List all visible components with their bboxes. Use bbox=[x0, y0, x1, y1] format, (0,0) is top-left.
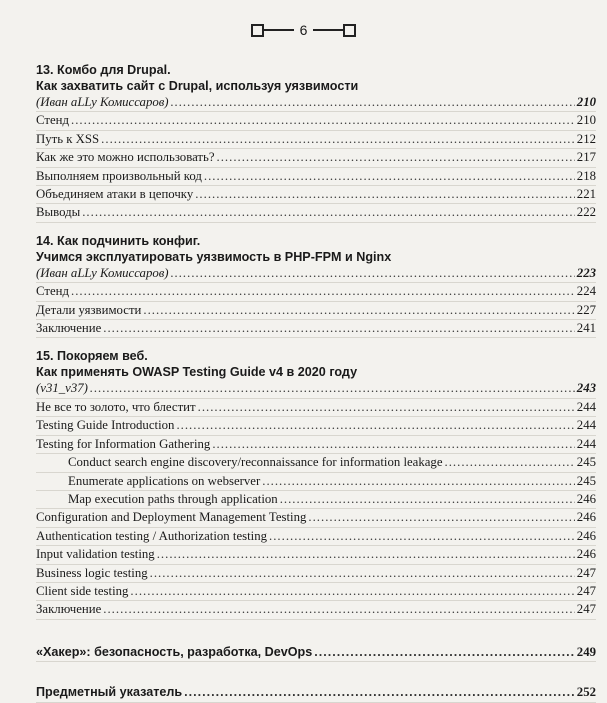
table-of-contents bbox=[36, 62, 596, 703]
section-subtitle: Учимся эксплуатировать уязвимость в PHP-FPM и Nginx bbox=[36, 249, 392, 264]
toc-entry[interactable] bbox=[36, 399, 596, 417]
toc-entry[interactable] bbox=[36, 131, 596, 149]
toc-entry[interactable] bbox=[36, 149, 596, 167]
entry-text: Предметный указатель bbox=[36, 685, 183, 700]
toc-subentry[interactable] bbox=[36, 454, 596, 472]
dot-leader bbox=[71, 283, 575, 300]
page-ref: 246 bbox=[576, 491, 596, 506]
dot-leader bbox=[262, 473, 575, 490]
page-ref: 247 bbox=[576, 565, 596, 580]
entry-text: Стенд bbox=[36, 284, 69, 299]
page-ref: 247 bbox=[576, 583, 596, 598]
entry-text: Configuration and Deployment Management Testing bbox=[36, 510, 307, 525]
dot-leader bbox=[150, 565, 575, 582]
dot-leader bbox=[171, 94, 575, 111]
page-ref: 222 bbox=[576, 205, 596, 220]
dot-leader bbox=[71, 112, 575, 129]
toc-entry[interactable] bbox=[36, 112, 596, 130]
dot-leader bbox=[82, 204, 575, 221]
toc-subentry[interactable] bbox=[36, 491, 596, 509]
section-title: 14. Как подчинить конфиг. bbox=[36, 233, 201, 248]
page-ref: 244 bbox=[576, 418, 596, 433]
toc-entry[interactable] bbox=[36, 417, 596, 435]
entry-text: Заключение bbox=[36, 321, 102, 336]
dot-leader bbox=[198, 399, 575, 416]
dot-leader bbox=[101, 131, 575, 148]
author-text: (Иван aLLy Комиссаров) bbox=[36, 265, 169, 280]
header-left-box bbox=[251, 24, 264, 37]
entry-text: Стенд bbox=[36, 113, 69, 128]
page-ref: 223 bbox=[576, 265, 596, 280]
page-ref: 210 bbox=[576, 113, 596, 128]
toc-subentry[interactable] bbox=[36, 473, 596, 491]
entry-text: Не все то золото, что блестит bbox=[36, 399, 196, 414]
author-text: (Иван aLLy Комиссаров) bbox=[36, 95, 169, 109]
section-title: 13. Комбо для Drupal. bbox=[36, 63, 171, 77]
spacer bbox=[36, 662, 596, 684]
entry-text: Map execution paths through application bbox=[68, 491, 278, 506]
dot-leader bbox=[103, 601, 575, 618]
entry-text: Объединяем атаки в цепочку bbox=[36, 187, 194, 202]
entry-text: Детали уязвимости bbox=[36, 302, 142, 317]
toc-entry-xakep[interactable] bbox=[36, 644, 596, 662]
dot-leader bbox=[184, 684, 575, 701]
dot-leader bbox=[217, 149, 575, 166]
page-ref: 224 bbox=[576, 284, 596, 299]
toc-entry-index[interactable] bbox=[36, 684, 596, 702]
page-number: 6 bbox=[299, 22, 308, 38]
entry-text: Enumerate applications on webserver bbox=[68, 473, 261, 488]
toc-entry[interactable] bbox=[36, 436, 596, 454]
dot-leader bbox=[280, 491, 575, 508]
page-ref: 247 bbox=[576, 602, 596, 617]
entry-text: Business logic testing bbox=[36, 565, 148, 580]
toc-entry[interactable] bbox=[36, 583, 596, 601]
header-right-line bbox=[313, 29, 343, 31]
toc-section-14 bbox=[36, 233, 596, 339]
entry-text: Заключение bbox=[36, 602, 102, 617]
page-ref: 218 bbox=[576, 168, 596, 183]
header-left-line bbox=[264, 29, 294, 31]
toc-author-row[interactable] bbox=[36, 380, 596, 398]
toc-author-row[interactable] bbox=[36, 94, 596, 112]
toc-entry[interactable] bbox=[36, 528, 596, 546]
dot-leader bbox=[176, 417, 574, 434]
dot-leader bbox=[130, 583, 574, 600]
page-ref: 249 bbox=[576, 644, 596, 659]
entry-text: Testing for Information Gathering bbox=[36, 436, 211, 451]
toc-author-row[interactable] bbox=[36, 265, 596, 283]
page-ref: 246 bbox=[576, 528, 596, 543]
dot-leader bbox=[445, 454, 575, 471]
toc-entry[interactable] bbox=[36, 565, 596, 583]
page-ref: 217 bbox=[576, 150, 596, 165]
toc-entry[interactable] bbox=[36, 168, 596, 186]
dot-leader bbox=[204, 168, 575, 185]
toc-section-15 bbox=[36, 348, 596, 619]
entry-text: Выполняем произвольный код bbox=[36, 168, 202, 183]
entry-text: «Хакер»: безопасность, разработка, DevOps bbox=[36, 644, 313, 659]
page-ref: 252 bbox=[576, 685, 596, 700]
entry-text: Input validation testing bbox=[36, 547, 155, 562]
section-title: 15. Покоряем веб. bbox=[36, 349, 148, 364]
page-ref: 244 bbox=[576, 399, 596, 414]
entry-text: Как же это можно использовать? bbox=[36, 150, 215, 165]
page-header bbox=[0, 20, 607, 40]
dot-leader bbox=[171, 265, 575, 282]
toc-entry[interactable] bbox=[36, 186, 596, 204]
header-right-box bbox=[343, 24, 356, 37]
toc-section-13 bbox=[36, 62, 596, 223]
dot-leader bbox=[195, 186, 575, 203]
section-subtitle: Как применять OWASP Testing Guide v4 в 2020 году bbox=[36, 365, 358, 380]
dot-leader bbox=[314, 644, 575, 661]
toc-entry[interactable] bbox=[36, 601, 596, 619]
page-ref: 221 bbox=[576, 187, 596, 202]
entry-text: Authentication testing / Authorization testing bbox=[36, 528, 268, 543]
page-ref: 210 bbox=[576, 95, 596, 109]
author-text: (v31_v37) bbox=[36, 381, 88, 396]
toc-entry[interactable] bbox=[36, 320, 596, 338]
dot-leader bbox=[212, 436, 574, 453]
toc-entry[interactable] bbox=[36, 283, 596, 301]
page-ref: 245 bbox=[576, 473, 596, 488]
section-subtitle: Как захватить сайт с Drupal, используя уязвимости bbox=[36, 79, 359, 93]
page-ref: 241 bbox=[576, 321, 596, 336]
dot-leader bbox=[143, 302, 574, 319]
page-ref: 227 bbox=[576, 302, 596, 317]
page-ref: 212 bbox=[576, 131, 596, 146]
page-ref: 244 bbox=[576, 436, 596, 451]
toc-entry[interactable] bbox=[36, 546, 596, 564]
dot-leader bbox=[103, 320, 575, 337]
page-ref: 246 bbox=[576, 547, 596, 562]
toc-entry[interactable] bbox=[36, 204, 596, 222]
page-ref: 243 bbox=[576, 381, 596, 396]
entry-text: Testing Guide Introduction bbox=[36, 418, 175, 433]
page-ref: 245 bbox=[576, 455, 596, 470]
toc-entry[interactable] bbox=[36, 302, 596, 320]
dot-leader bbox=[269, 528, 575, 545]
dot-leader bbox=[157, 546, 575, 563]
entry-text: Client side testing bbox=[36, 583, 129, 598]
page-ref: 246 bbox=[576, 510, 596, 525]
entry-text: Выводы bbox=[36, 205, 81, 220]
toc-entry[interactable] bbox=[36, 509, 596, 527]
entry-text: Путь к XSS bbox=[36, 131, 100, 146]
dot-leader bbox=[90, 380, 575, 397]
spacer bbox=[36, 630, 596, 644]
entry-text: Conduct search engine discovery/reconnaissance for information leakage bbox=[68, 455, 443, 470]
dot-leader bbox=[308, 509, 574, 526]
